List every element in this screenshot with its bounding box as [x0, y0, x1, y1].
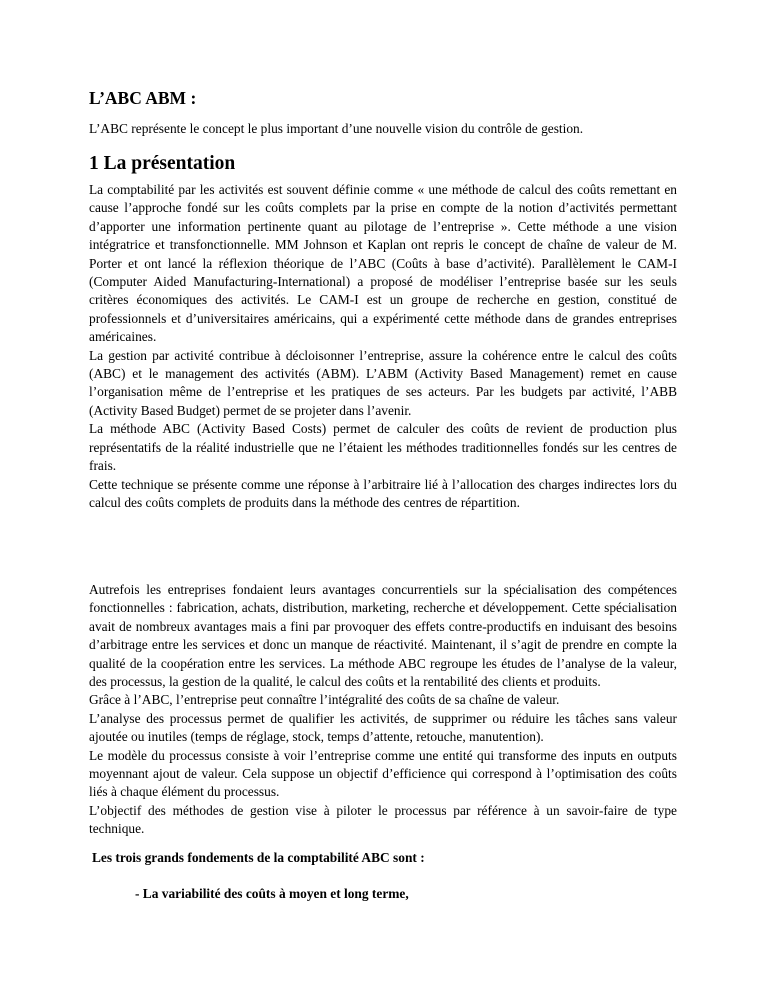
paragraph: La gestion par activité contribue à décloisonner l’entreprise, assure la cohérence entre le calcul des coûts (ABC) et le management des activités (ABM). L’ABM (Activity Based Management) remet en cause l’organisation même de l’entreprise et les pratiques de ses acteurs. Par les budgets par activité, l’ABB (Activity Based Budget) permet de se projeter dans l’avenir.: [89, 347, 677, 418]
paragraph: Grâce à l’ABC, l’entreprise peut connaître l’intégralité des coûts de sa chaîne de valeur.: [89, 692, 560, 708]
foundations-title: Les trois grands fondements de la comptabilité ABC sont :: [92, 850, 425, 865]
intro-text: L’ABC représente le concept le plus important d’une nouvelle vision du contrôle de gestion.: [89, 121, 584, 136]
paragraph: Autrefois les entreprises fondaient leurs avantages concurrentiels sur la spécialisation des compétences fonctionnelles : fabrication, achats, distribution, marketing, recherche et développement. Cette spécialisation avait de nombreux avantages mais a fini par provoquer des effets contre-productifs en induisant des besoins d’arbitrage entre les services et donc un manque de réactivité. Maintenant, il s’agit de prendre en compte la qualité de la coopération entre les services. La méthode ABC regroupe les études de l’analyse de la valeur, des processus, la gestion de la qualité, le calcul des coûts et la rentabilité des clients et produits.: [89, 582, 677, 690]
document-title: L’ABC ABM :: [89, 88, 197, 108]
paragraph: L’analyse des processus permet de qualifier les activités, de supprimer ou réduire les tâches sans valeur ajoutée ou inutiles (temps de réglage, stock, temps d’attente, retouche, manutention).: [89, 710, 677, 745]
foundation-item: - La variabilité des coûts à moyen et long terme,: [135, 886, 409, 901]
paragraph: La méthode ABC (Activity Based Costs) permet de calculer des coûts de revient de production plus représentatifs de la réalité industrielle que ne l’étaient les méthodes traditionnelles fondés sur les centres de frais.: [89, 421, 677, 474]
context-body: [89, 581, 677, 839]
section-heading: 1 La présentation: [89, 153, 236, 174]
paragraph: L’objectif des méthodes de gestion vise à piloter le processus par référence à un savoir-faire de type technique.: [89, 802, 677, 837]
presentation-body: [89, 181, 677, 512]
paragraph: Le modèle du processus consiste à voir l’entreprise comme une entité qui transforme des inputs en outputs moyennant ajout de valeur. Cela suppose un objectif d’efficience qui correspond à l’optimisation des coûts liés à chaque élément du processus.: [89, 747, 677, 800]
paragraph: Cette technique se présente comme une réponse à l’arbitraire lié à l’allocation des charges indirectes lors du calcul des coûts complets de produits dans la méthode des centres de répartition.: [89, 476, 677, 510]
paragraph: La comptabilité par les activités est souvent définie comme « une méthode de calcul des coûts remettant en cause l’approche fondé sur les coûts complets par la prise en compte de la notion d’activités permettant d’apporter une information pertinente quant au pilotage de l’entreprise ». Cette méthode a une vision intégratrice et transfonctionnelle. MM Johnson et Kaplan ont repris le concept de chaîne de valeur de M. Porter et ont lancé la réflexion théorique de l’ABC (Coûts à base d’activité). Parallèlement le CAM-I (Computer Aided Manufacturing-International) a proposé de modéliser l’entreprise basée sur les seuls critères économiques des activités. Le CAM-I est un groupe de recherche en gestion, constitué de professionnels et d’universitaires américains, qui a expérimenté cette méthode dans de grandes entreprises américaines.: [89, 182, 677, 345]
